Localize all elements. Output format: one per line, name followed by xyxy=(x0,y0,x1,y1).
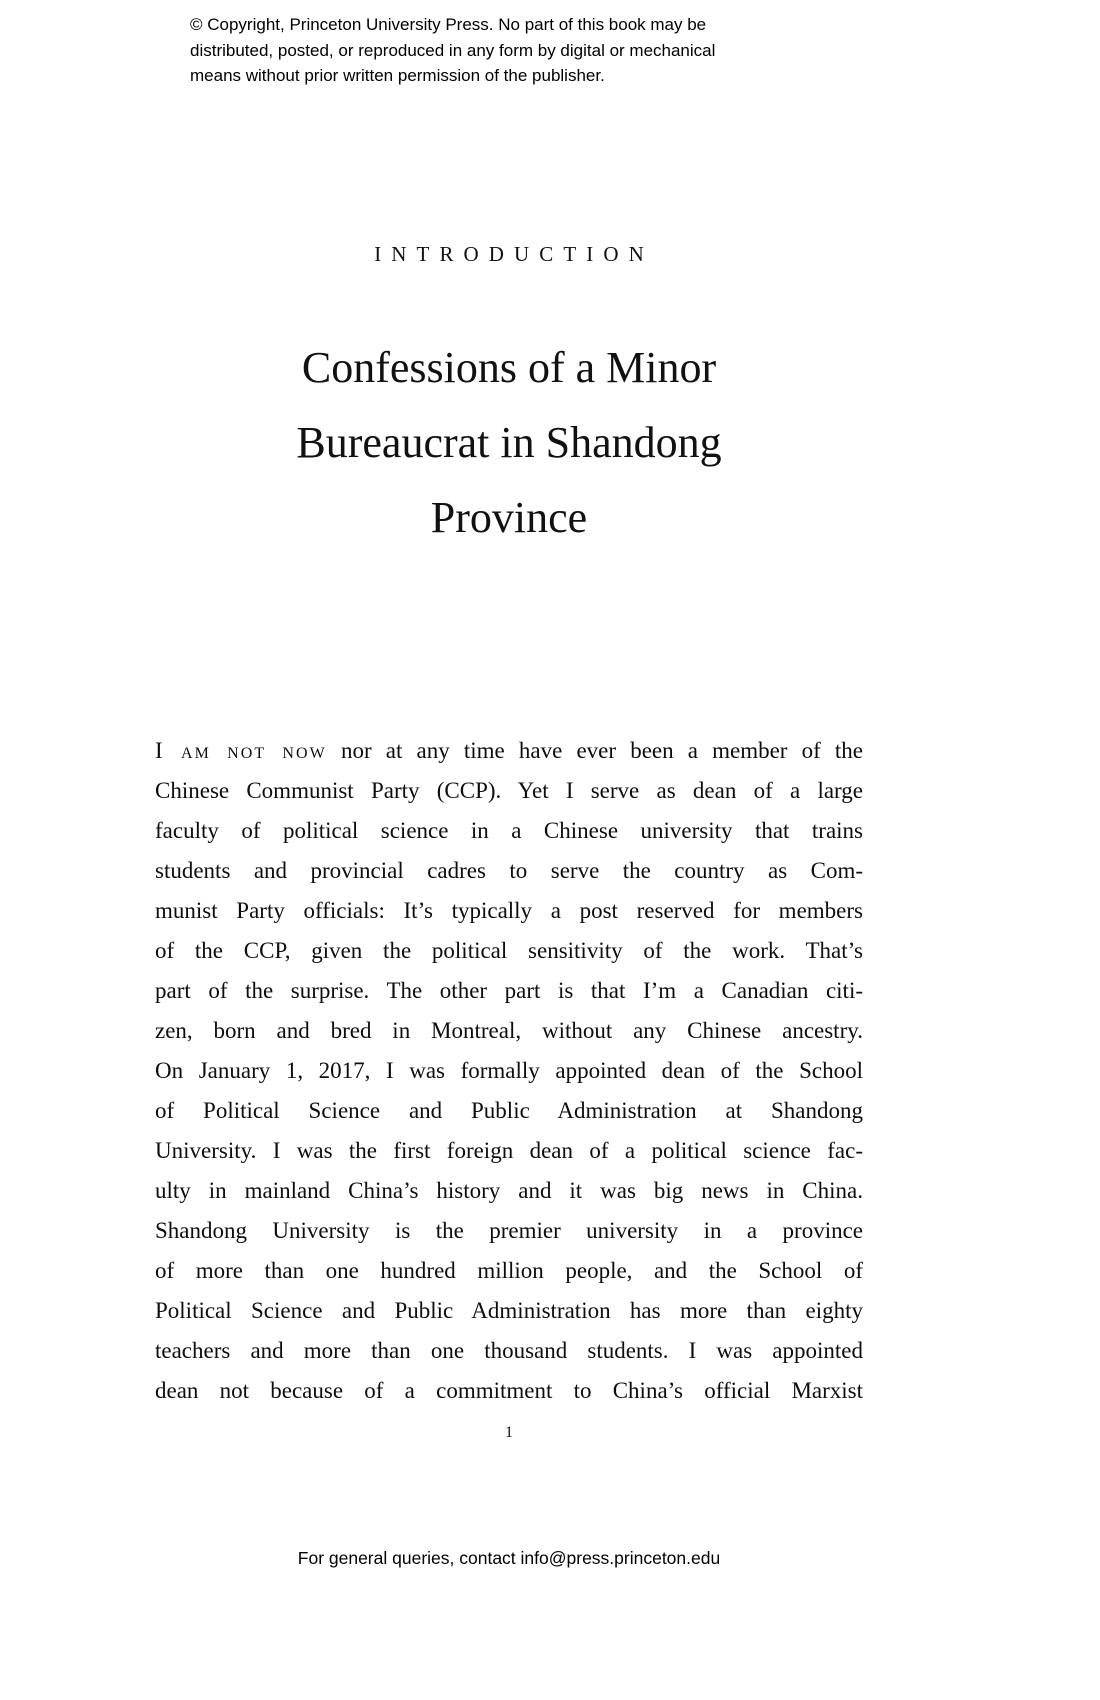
body-paragraph xyxy=(155,731,863,1411)
body-line: teachers and more than one thousand students. I was appointed xyxy=(155,1338,863,1363)
body-line: part of the surprise. The other part is that I’m a Canadian citi- xyxy=(155,978,863,1003)
chapter-title xyxy=(155,330,863,555)
body-line: On January 1, 2017, I was formally appointed dean of the School xyxy=(155,1058,863,1083)
body-line: students and provincial cadres to serve the country as Com- xyxy=(155,858,863,883)
body-line-first-rest: nor at any time have ever been a member of the xyxy=(326,738,864,763)
page-number: 1 xyxy=(505,1424,513,1441)
title-line-2: Bureaucrat in Shandong xyxy=(296,418,722,467)
body-line: faculty of political science in a Chinese university that trains xyxy=(155,818,863,843)
title-line-3: Province xyxy=(430,493,588,542)
body-line: ulty in mainland China’s history and it was big news in China. xyxy=(155,1178,863,1203)
body-line: University. I was the first foreign dean of a political science fac- xyxy=(155,1138,863,1163)
body-line: Chinese Communist Party (CCP). Yet I serve as dean of a large xyxy=(155,778,863,803)
body-line: Political Science and Public Administration has more than eighty xyxy=(155,1298,863,1323)
copyright-line-3: means without prior written permission of the publisher. xyxy=(190,66,605,85)
body-line: Shandong University is the premier university in a province xyxy=(155,1218,863,1243)
body-line: dean not because of a commitment to China’s official Marxist xyxy=(155,1378,863,1403)
copyright-notice xyxy=(190,12,715,89)
body-line: of Political Science and Public Administration at Shandong xyxy=(155,1098,863,1123)
title-line-1: Confessions of a Minor xyxy=(301,343,717,392)
copyright-line-2: distributed, posted, or reproduced in any form by digital or mechanical xyxy=(190,40,716,60)
copyright-line-1: © Copyright, Princeton University Press. No part of this book may be xyxy=(190,15,707,34)
footer-contact: For general queries, contact info@press.princeton.edu xyxy=(297,1548,721,1568)
body-line: of the CCP, given the political sensitivity of the work. That’s xyxy=(155,938,863,963)
body-line-first xyxy=(155,731,863,771)
body-line: of more than one hundred million people, and the School of xyxy=(155,1258,863,1283)
lead-in-small-caps: I am not now xyxy=(155,738,327,763)
body-line: munist Party officials: It’s typically a post reserved for members xyxy=(155,898,863,923)
chapter-label: INTRODUCTION xyxy=(374,242,654,266)
body-line: zen, born and bred in Montreal, without any Chinese ancestry. xyxy=(155,1018,863,1043)
